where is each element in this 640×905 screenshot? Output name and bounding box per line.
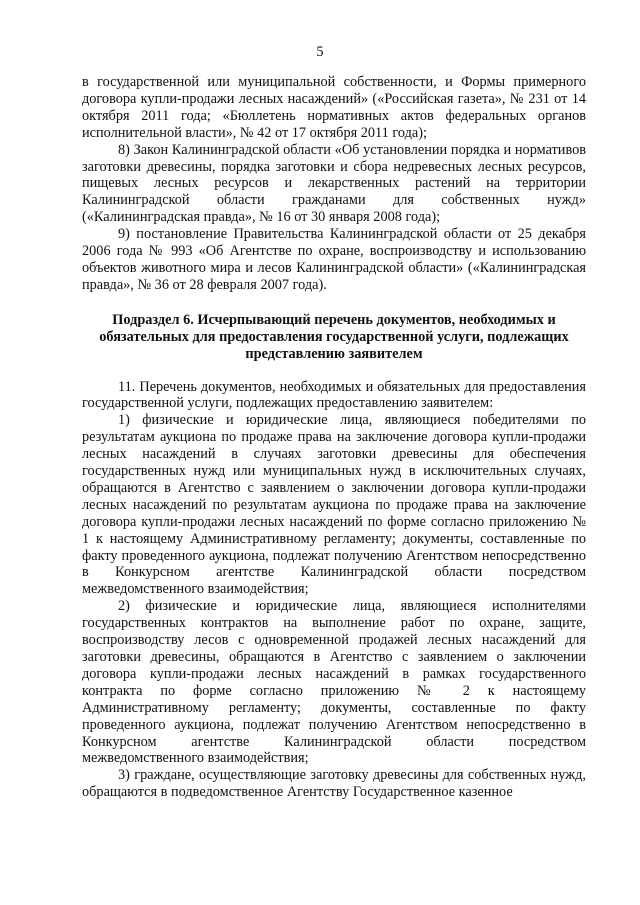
section-heading: Подраздел 6. Исчерпывающий перечень документов, необходимых и обязательных для предоставления государственной услуги, подлежащих представлению заявителем — [99, 311, 569, 362]
paragraph-item-8: 8) Закон Калининградской области «Об установлении порядка и нормативов заготовки древесины, порядка заготовки и сбора недревесных лесных ресурсов, пищевых лесных ресурсов и лекарственных растений на территории Калининградской области гражданами для собственных нужд» («Калининградская правда», № 16 от 30 января 2008 года); — [82, 141, 586, 226]
document-body — [82, 74, 586, 801]
paragraph-11: 11. Перечень документов, необходимых и обязательных для предоставления государственной услуги, подлежащих предоставлению заявителем: — [82, 378, 586, 412]
paragraph-sub-2: 2) физические и юридические лица, являющиеся исполнителями государственных контрактов на выполнение работ по охране, защите, воспроизводству лесов с одновременной продажей лесных насаждений для заготовки древесины, обращаются в Агентство с заявлением о заключении договора купли-продажи лесных насаждений в рамках государственного контракта по форме согласно приложению № 2 к настоящему Административному регламенту; документы, составленные по факту проведенного аукциона, подлежат получению Агентством непосредственно в Конкурсном агентстве Калининградской области посредством межведомственного взаимодействия; — [82, 598, 586, 767]
paragraph-sub-3: 3) граждане, осуществляющие заготовку древесины для собственных нужд, обращаются в подведомственное Агентству Государственное казенное — [82, 767, 586, 801]
paragraph-continuation: в государственной или муниципальной собственности, и Формы примерного договора купли-продажи лесных насаждений» («Российская газета», № 231 от 14 октября 2011 года; «Бюллетень нормативных актов федеральных органов исполнительной власти», № 42 от 17 октября 2011 года); — [82, 74, 586, 141]
paragraph-sub-1: 1) физические и юридические лица, являющиеся победителями по результатам аукциона по продаже права на заключение договора купли-продажи лесных насаждений в случаях заготовки древесины для обеспечения государственных нужд или муниципальных нужд в исключительных случаях, обращаются в Агентство с заявлением о заключении договора купли-продажи лесных насаждений по результатам аукциона по продаже права на заключение договора купли-продажи лесных насаждений по форме согласно приложению № 1 к настоящему Административному регламенту; документы, составленные по факту проведенного аукциона, подлежат получению Агентством непосредственно в Конкурсном агентстве Калининградской области посредством межведомственного взаимодействия; — [82, 412, 586, 598]
page-number: 5 — [316, 44, 324, 60]
paragraph-item-9: 9) постановление Правительства Калининградской области от 25 декабря 2006 года № 993 «Об Агентстве по охране, воспроизводству и использованию объектов животного мира и лесов Калининградской области» («Калининградская правда», № 36 от 28 февраля 2007 года). — [82, 226, 586, 293]
